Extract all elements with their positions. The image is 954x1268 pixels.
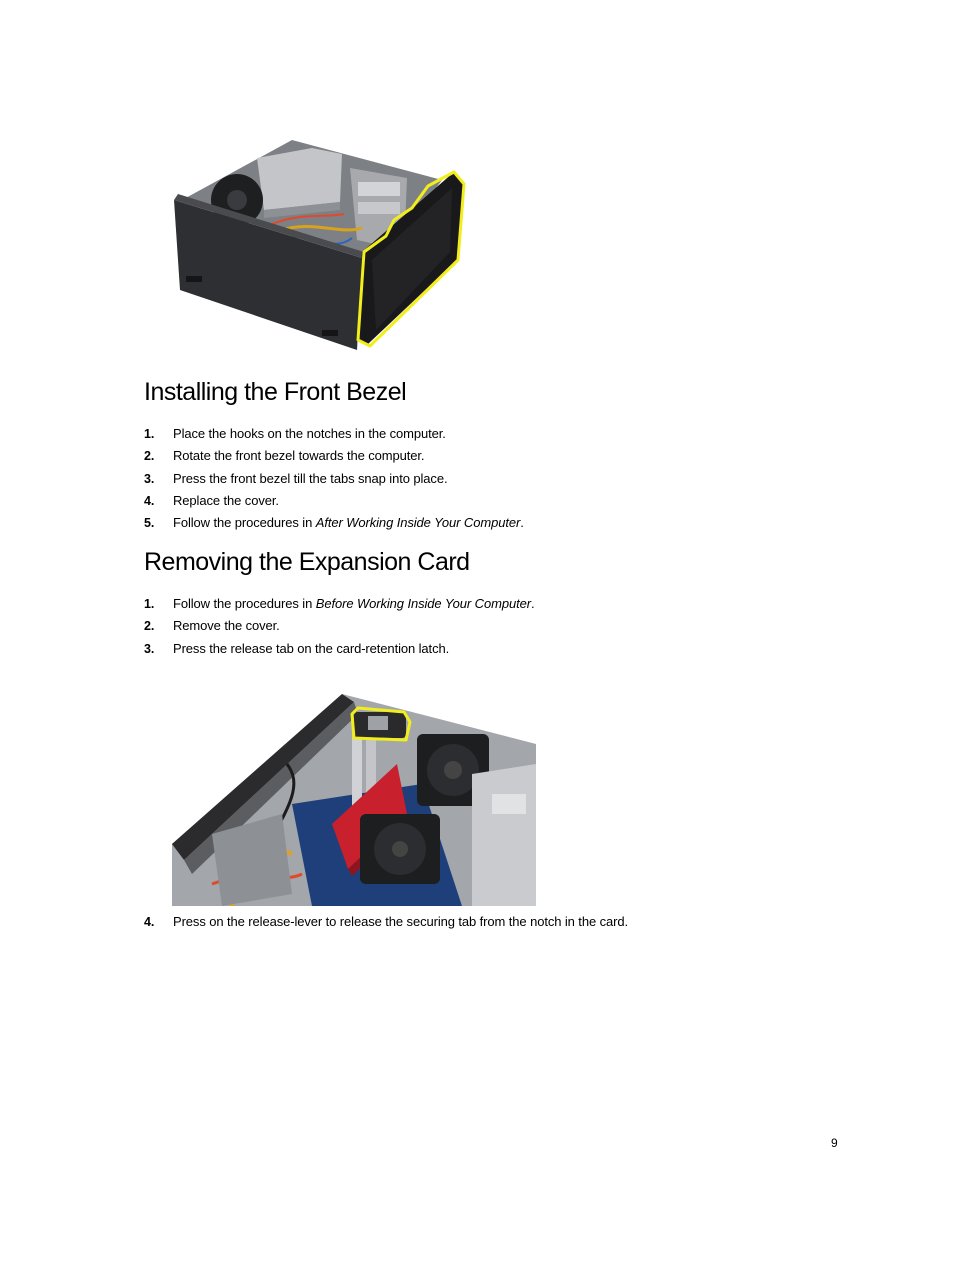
before-working-link[interactable]: Before Working Inside Your Computer — [315, 596, 531, 611]
section-title-removing-expansion-card: Removing the Expansion Card — [144, 548, 470, 576]
page-number: 9 — [831, 1136, 838, 1150]
section-title-installing-front-bezel: Installing the Front Bezel — [144, 378, 407, 406]
list-item: 4. Replace the cover. — [144, 492, 279, 508]
install-steps-list — [144, 426, 524, 537]
expansion-card-figure — [172, 694, 536, 906]
list-item: 4. Press on the release-lever to release the securing tab from the notch in the card. — [144, 914, 628, 929]
remove-steps-list — [144, 596, 534, 663]
remove-steps-list-continued — [144, 914, 628, 936]
list-item: 3. Press the release tab on the card-retention latch. — [144, 640, 450, 656]
list-item: 1. Follow the procedures in Before Working Inside Your Computer. — [144, 596, 535, 611]
front-bezel-figure — [172, 140, 468, 354]
list-item: 3. Press the front bezel till the tabs snap into place. — [144, 470, 448, 486]
list-item: 1. Place the hooks on the notches in the computer. — [144, 426, 446, 441]
list-item: 5. Follow the procedures in After Working Inside Your Computer. — [144, 515, 524, 531]
list-item: 2. Rotate the front bezel towards the computer. — [144, 448, 425, 464]
list-item: 2. Remove the cover. — [144, 618, 280, 634]
after-working-link[interactable]: After Working Inside Your Computer — [315, 515, 521, 531]
